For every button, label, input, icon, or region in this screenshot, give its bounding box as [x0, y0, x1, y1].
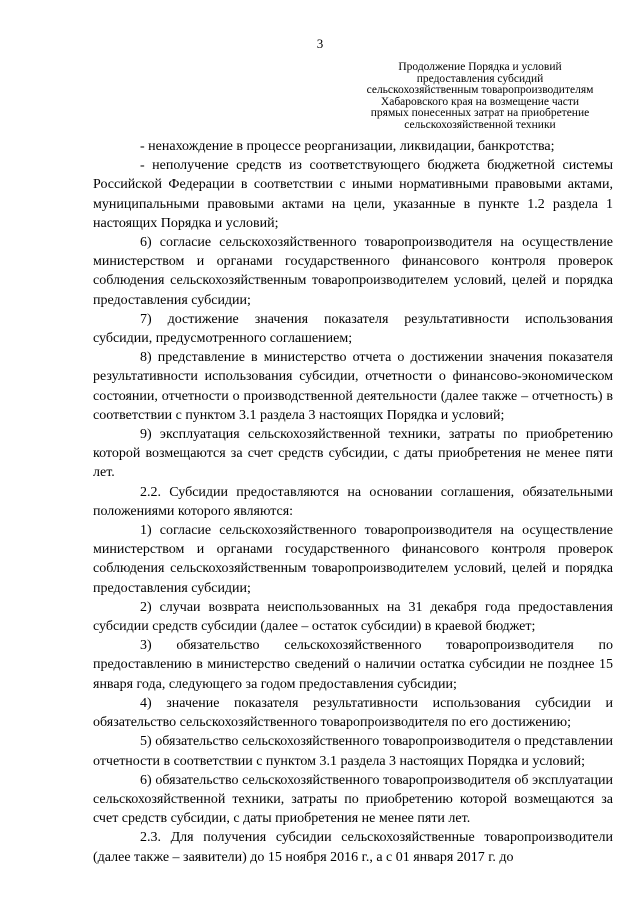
- paragraph: - неполучение средств из соответствующего бюджета бюджетной системы Российской Федерации в соответствии с иными нормативными правовыми актами, муниципальными правовыми актами на цели, указанные в пункте 1.2 раздела 1 настоящих Порядка и условий;: [93, 158, 613, 231]
- paragraph: 8) представление в министерство отчета о достижении значения показателя результативности использования субсидии, отчетности о финансово-экономическом состоянии, отчетности о производственной деятельности (далее также – отчетность) в соответствии с пунктом 3.1 раздела 3 настоящих Порядка и условий;: [93, 350, 613, 423]
- document-body: [93, 137, 613, 867]
- document-header: [335, 62, 625, 131]
- paragraph: 2) случаи возврата неиспользованных на 31 декабря года предоставления субсидии средств субсидии (далее – остаток субсидии) в краевой бюджет;: [93, 599, 613, 635]
- header-line: прямых понесенных затрат на приобретение: [370, 107, 590, 119]
- page-number: 3: [316, 36, 324, 51]
- paragraph: 3) обязательство сельскохозяйственного товаропроизводителя по предоставлению в министерство сведений о наличии остатка субсидии не позднее 15 января года, следующего за годом предоставления субсидии;: [93, 638, 613, 692]
- paragraph: 2.3. Для получения субсидии сельскохозяйственные товаропроизводители (далее также – заявители) до 15 ноября 2016 г., а с 01 января 2017 г. до: [93, 830, 613, 865]
- header-line: сельскохозяйственным товаропроизводителям: [366, 84, 594, 96]
- paragraph: 2.2. Субсидии предоставляются на основании соглашения, обязательными положениями которого являются:: [93, 484, 613, 519]
- paragraph: 4) значение показателя результативности использования субсидии и обязательство сельскохозяйственного товаропроизводителя по его достижению;: [93, 695, 613, 731]
- header-line: Продолжение Порядка и условий: [398, 61, 562, 73]
- paragraph: 1) согласие сельскохозяйственного товаропроизводителя на осуществление министерством и органами государственного финансового контроля проверок соблюдения сельскохозяйственным товаропроизводителем условий, целей и порядка предоставления субсидии;: [93, 523, 613, 596]
- paragraph: 5) обязательство сельскохозяйственного товаропроизводителя о представлении отчетности в соответствии с пунктом 3.1 раздела 3 настоящих Порядка и условий;: [93, 734, 613, 769]
- paragraph: 6) согласие сельскохозяйственного товаропроизводителя на осуществление министерством и органами государственного финансового контроля проверок соблюдения сельскохозяйственным товаропроизводителем условий, целей и порядка предоставления субсидии;: [93, 235, 613, 308]
- paragraph: 7) достижение значения показателя результативности использования субсидии, предусмотренного соглашением;: [93, 311, 613, 347]
- paragraph: 9) эксплуатация сельскохозяйственной техники, затраты по приобретению которой возмещаются за счет средств субсидии, с даты приобретения не менее пяти лет.: [93, 427, 613, 481]
- header-line: предоставления субсидий: [416, 72, 544, 85]
- header-line: Хабаровского края на возмещение части: [380, 95, 580, 108]
- header-line: сельскохозяйственной техники: [404, 118, 556, 131]
- paragraph: - ненахождение в процессе реорганизации, ликвидации, банкротства;: [140, 139, 555, 154]
- paragraph: 6) обязательство сельскохозяйственного товаропроизводителя об эксплуатации сельскохозяйственной техники, затраты по приобретению которой возмещаются за счет средств субсидии, с даты приобретения не менее пяти лет.: [93, 772, 613, 827]
